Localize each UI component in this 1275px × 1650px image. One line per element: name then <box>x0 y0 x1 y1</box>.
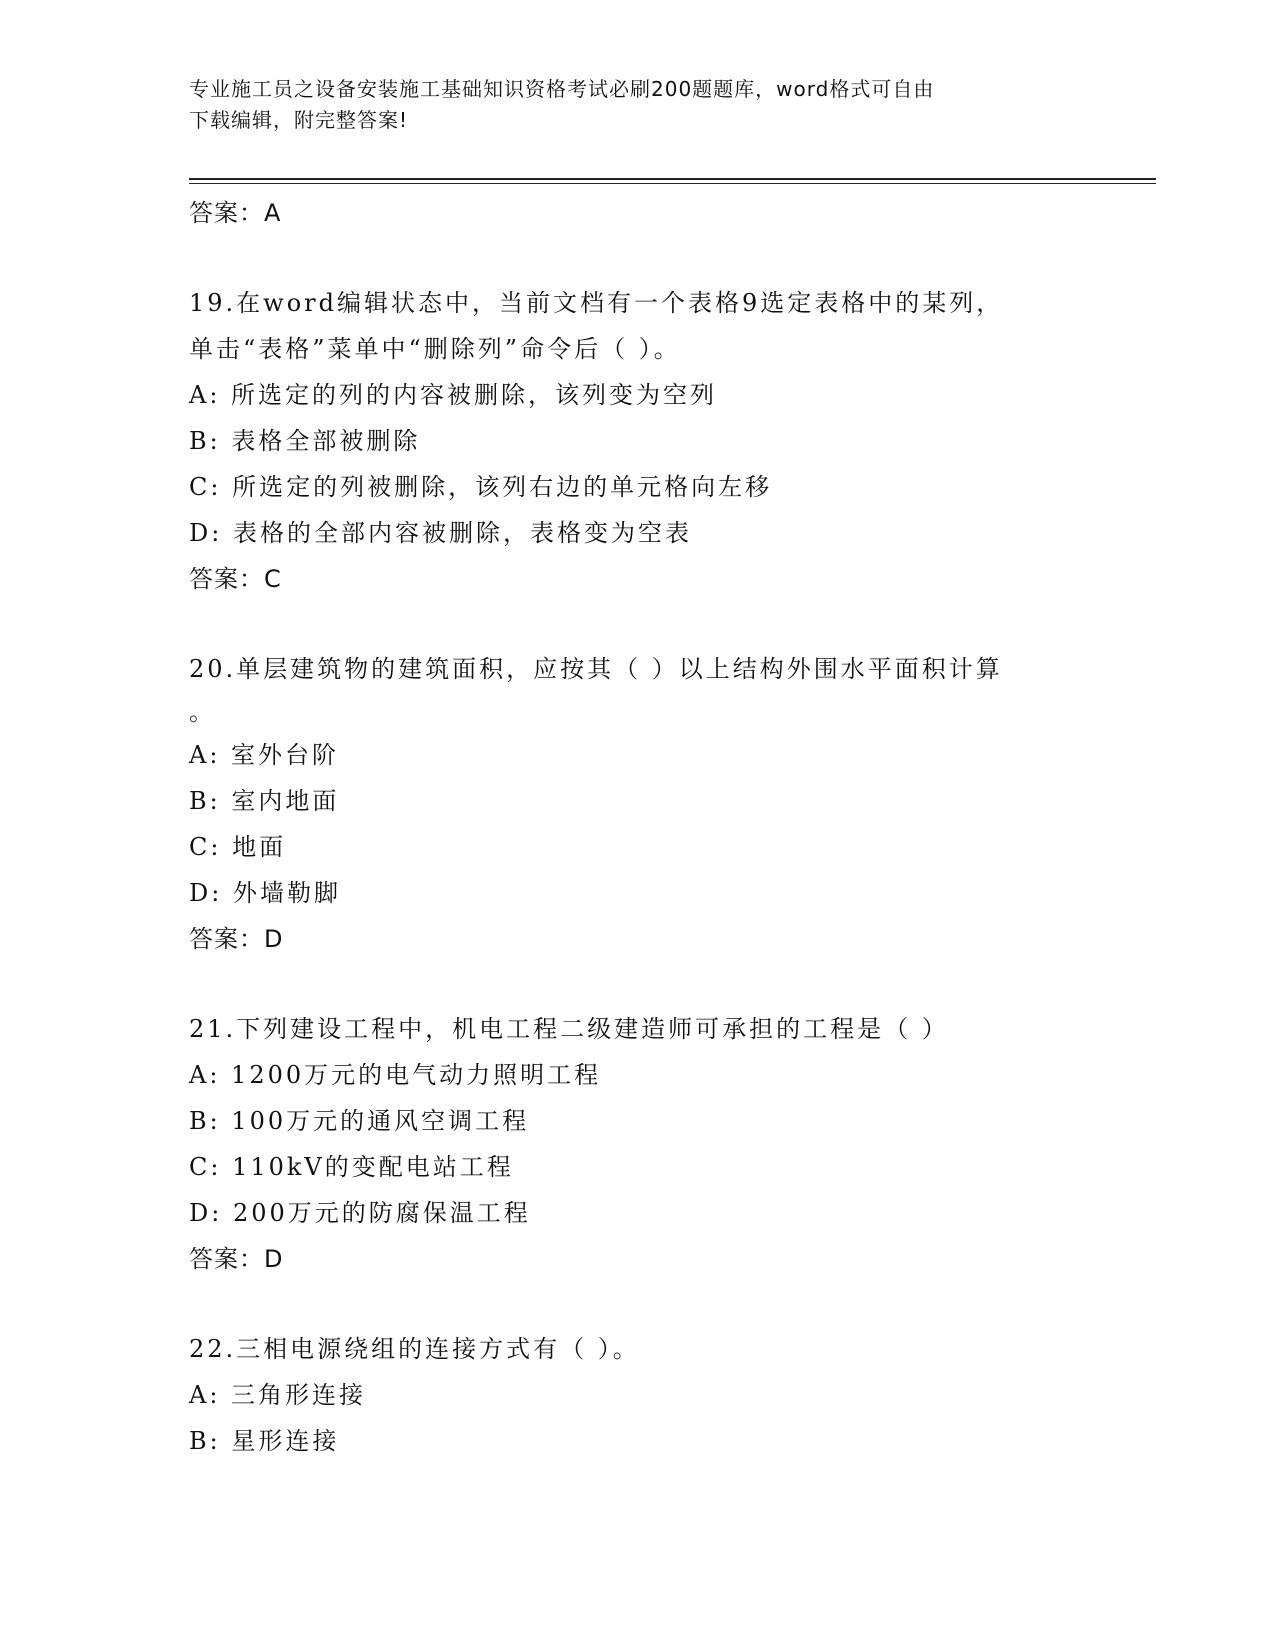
option-a: A: 1200万元的电气动力照明工程 <box>189 1061 602 1089</box>
header-line-1: 专业施工员之设备安装施工基础知识资格考试必刷200题题库，word格式可自由 <box>189 77 935 101</box>
question-stem: 21.下列建设工程中，机电工程二级建造师可承担的工程是（ ） <box>189 1015 949 1043</box>
option-c: C: 地面 <box>189 833 287 861</box>
option-a: A: 三角形连接 <box>189 1381 367 1409</box>
question-stem: 22.三相电源绕组的连接方式有（ ）。 <box>189 1335 640 1363</box>
question-19 <box>189 280 1159 602</box>
question-stem: 19.在word编辑状态中，当前文档有一个表格9选定表格中的某列， <box>189 289 1004 317</box>
option-d: D: 表格的全部内容被删除，表格变为空表 <box>189 519 692 547</box>
header-divider-thin <box>189 183 1156 184</box>
answer-line: 答案：D <box>189 925 284 953</box>
question-list <box>189 190 1159 1464</box>
option-a: A: 室外台阶 <box>189 741 340 769</box>
question-stem-cont: 。 <box>189 698 216 726</box>
answer-line: 答案：D <box>189 1245 284 1273</box>
answer-line: 答案：A <box>189 199 282 227</box>
option-c: C: 110kV的变配电站工程 <box>189 1153 514 1181</box>
answer-line: 答案：C <box>189 565 282 593</box>
option-b: B: 星形连接 <box>189 1427 340 1455</box>
option-b: B: 表格全部被删除 <box>189 427 421 455</box>
header-line-2: 下载编辑，附完整答案! <box>189 108 409 132</box>
option-d: D: 200万元的防腐保温工程 <box>189 1199 531 1227</box>
question-22 <box>189 1326 1159 1464</box>
document-header <box>189 74 1089 136</box>
option-a: A: 所选定的列的内容被删除，该列变为空列 <box>189 381 718 409</box>
question-stem: 20.单层建筑物的建筑面积，应按其（ ）以上结构外围水平面积计算 <box>189 655 1003 683</box>
question-stem-cont: 单击“表格”菜单中“删除列”命令后（ ）。 <box>189 335 681 363</box>
option-b: B: 100万元的通风空调工程 <box>189 1107 530 1135</box>
option-d: D: 外墙勒脚 <box>189 879 341 907</box>
question-20 <box>189 646 1159 962</box>
question-21 <box>189 1006 1159 1282</box>
option-b: B: 室内地面 <box>189 787 340 815</box>
header-divider <box>189 178 1156 180</box>
option-c: C: 所选定的列被删除，该列右边的单元格向左移 <box>189 473 773 501</box>
